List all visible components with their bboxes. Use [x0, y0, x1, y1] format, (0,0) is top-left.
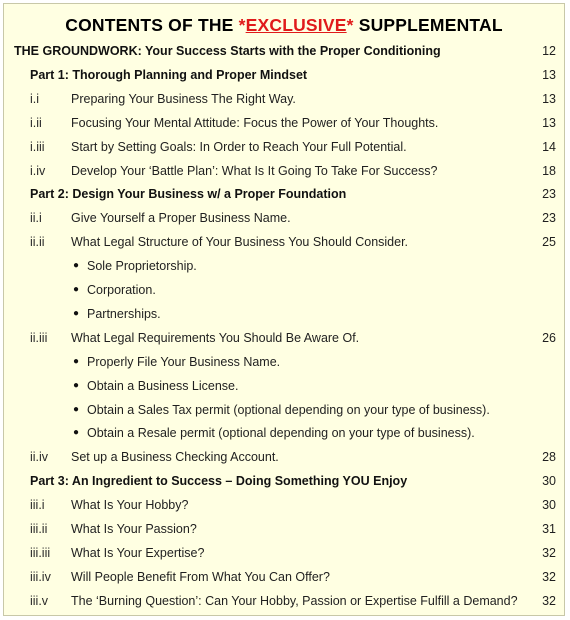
toc-entry-text: Corporation.	[87, 283, 156, 297]
toc-entry-text: Start by Setting Goals: In Order to Reach Your Full Potential.	[71, 139, 407, 154]
toc-entry-text: Part 1: Thorough Planning and Proper Mindset	[30, 67, 308, 82]
toc-bullet-item	[4, 353, 564, 371]
toc-page-number: 12	[542, 44, 556, 58]
bullet-icon: ●	[73, 307, 80, 319]
toc-page-number: 13	[542, 115, 556, 130]
toc-part-heading	[4, 66, 564, 84]
bullet-icon: ●	[73, 355, 80, 367]
toc-bullet-item	[4, 257, 564, 275]
toc-part-heading	[4, 185, 564, 203]
toc-page-number: 31	[542, 522, 556, 536]
toc-panel	[3, 3, 565, 616]
toc-entry-text: Obtain a Sales Tax permit (optional depending on your type of business).	[87, 402, 490, 417]
title-star-right: *	[346, 15, 354, 35]
toc-entry-number: i.iii	[30, 139, 45, 154]
toc-bullet-item	[4, 305, 564, 323]
toc-page-number: 18	[542, 163, 556, 178]
toc-page-number: 13	[542, 91, 556, 106]
toc-bullet-item	[4, 424, 564, 442]
toc-page-number: 23	[542, 187, 556, 202]
toc-entry-text: Obtain a Business License.	[87, 378, 239, 393]
toc-entry	[4, 329, 564, 347]
title-suffix: SUPPLEMENTAL	[353, 15, 503, 35]
toc-entry-number: iii.i	[30, 498, 45, 513]
title-highlight: EXCLUSIVE	[245, 15, 347, 35]
toc-page-number: 13	[542, 67, 556, 82]
toc-entry	[4, 496, 564, 514]
bullet-icon: ●	[73, 260, 80, 272]
toc-entry	[4, 90, 564, 108]
toc-entry-number: ii.i	[30, 211, 42, 226]
toc-page-number: 26	[542, 330, 556, 345]
toc-page-number: 32	[542, 569, 556, 584]
toc-page-number: 30	[542, 474, 556, 489]
toc-entry	[4, 592, 564, 610]
toc-entry-text: Preparing Your Business The Right Way.	[71, 91, 296, 106]
toc-page-number: 32	[542, 545, 556, 560]
toc-entry-text: Give Yourself a Proper Business Name.	[71, 211, 291, 226]
bullet-icon: ●	[73, 379, 80, 391]
toc-entry-number: ii.iii	[30, 330, 48, 345]
toc-entry-text: The ‘Burning Question’: Can Your Hobby, Passion or Expertise Fulfill a Demand?	[71, 593, 518, 608]
toc-entry-number: iii.ii	[30, 522, 48, 536]
toc-entry-text: Sole Proprietorship.	[87, 259, 197, 274]
toc-entry-text: Focusing Your Mental Attitude: Focus the Power of Your Thoughts.	[71, 115, 439, 130]
toc-entry-text: Part 2: Design Your Business w/ a Proper Foundation	[30, 187, 347, 202]
toc-entry	[4, 233, 564, 251]
toc-entry-number: ii.iv	[30, 450, 49, 465]
title-star-left: *	[238, 15, 246, 35]
toc-page-number: 30	[542, 498, 556, 513]
toc-entry-number: i.ii	[30, 115, 42, 130]
toc-entry-text: What Legal Requirements You Should Be Aware Of.	[71, 330, 360, 345]
toc-entry-number: iii.v	[30, 593, 49, 608]
toc-entry-number: iii.iii	[30, 545, 51, 560]
toc-entry	[4, 162, 564, 180]
toc-part-heading	[4, 472, 564, 490]
toc-entry-text: What Is Your Expertise?	[71, 545, 205, 560]
toc-entry-number: i.iv	[30, 163, 46, 178]
toc-entry	[4, 209, 564, 227]
toc-intro-heading	[4, 42, 564, 60]
bullet-icon: ●	[73, 403, 80, 415]
toc-page-number: 25	[542, 235, 556, 250]
toc-page-number: 28	[542, 450, 556, 465]
toc-entry-text: THE GROUNDWORK: Your Success Starts with the Proper Conditioning	[14, 44, 441, 58]
toc-entry-text: Set up a Business Checking Account.	[71, 450, 279, 465]
toc-bullet-item	[4, 377, 564, 395]
toc-entry	[4, 520, 564, 538]
toc-entry	[4, 114, 564, 132]
toc-entry-text: Develop Your ‘Battle Plan’: What Is It Going To Take For Success?	[71, 163, 438, 178]
toc-entry	[4, 138, 564, 156]
toc-entry	[4, 448, 564, 466]
toc-page-number: 14	[542, 139, 556, 154]
toc-entry-number: i.i	[30, 91, 40, 106]
toc-entry-text: What Legal Structure of Your Business You Should Consider.	[71, 235, 409, 250]
title-prefix: CONTENTS OF THE	[65, 15, 239, 35]
toc-entry	[4, 544, 564, 562]
toc-entry-text: Partnerships.	[87, 306, 161, 321]
bullet-icon: ●	[73, 427, 80, 439]
toc-entry-number: iii.iv	[30, 569, 51, 584]
toc-bullet-item	[4, 281, 564, 299]
toc-page-number: 23	[542, 211, 556, 226]
toc-entry	[4, 568, 564, 586]
toc-entry-text: Will People Benefit From What You Can Offer?	[71, 569, 330, 584]
toc-bullet-item	[4, 401, 564, 419]
toc-page-number: 32	[542, 593, 556, 608]
bullet-icon: ●	[73, 284, 80, 295]
toc-entry-text: Properly File Your Business Name.	[87, 354, 281, 369]
toc-entry-text: What Is Your Passion?	[71, 522, 197, 536]
toc-entry-text: What Is Your Hobby?	[71, 498, 189, 513]
toc-entry-text: Obtain a Resale permit (optional depending on your type of business).	[87, 426, 475, 441]
toc-entry-text: Part 3: An Ingredient to Success – Doing Something YOU Enjoy	[30, 474, 408, 489]
toc-entry-number: ii.ii	[30, 235, 45, 250]
toc-title	[4, 15, 564, 36]
